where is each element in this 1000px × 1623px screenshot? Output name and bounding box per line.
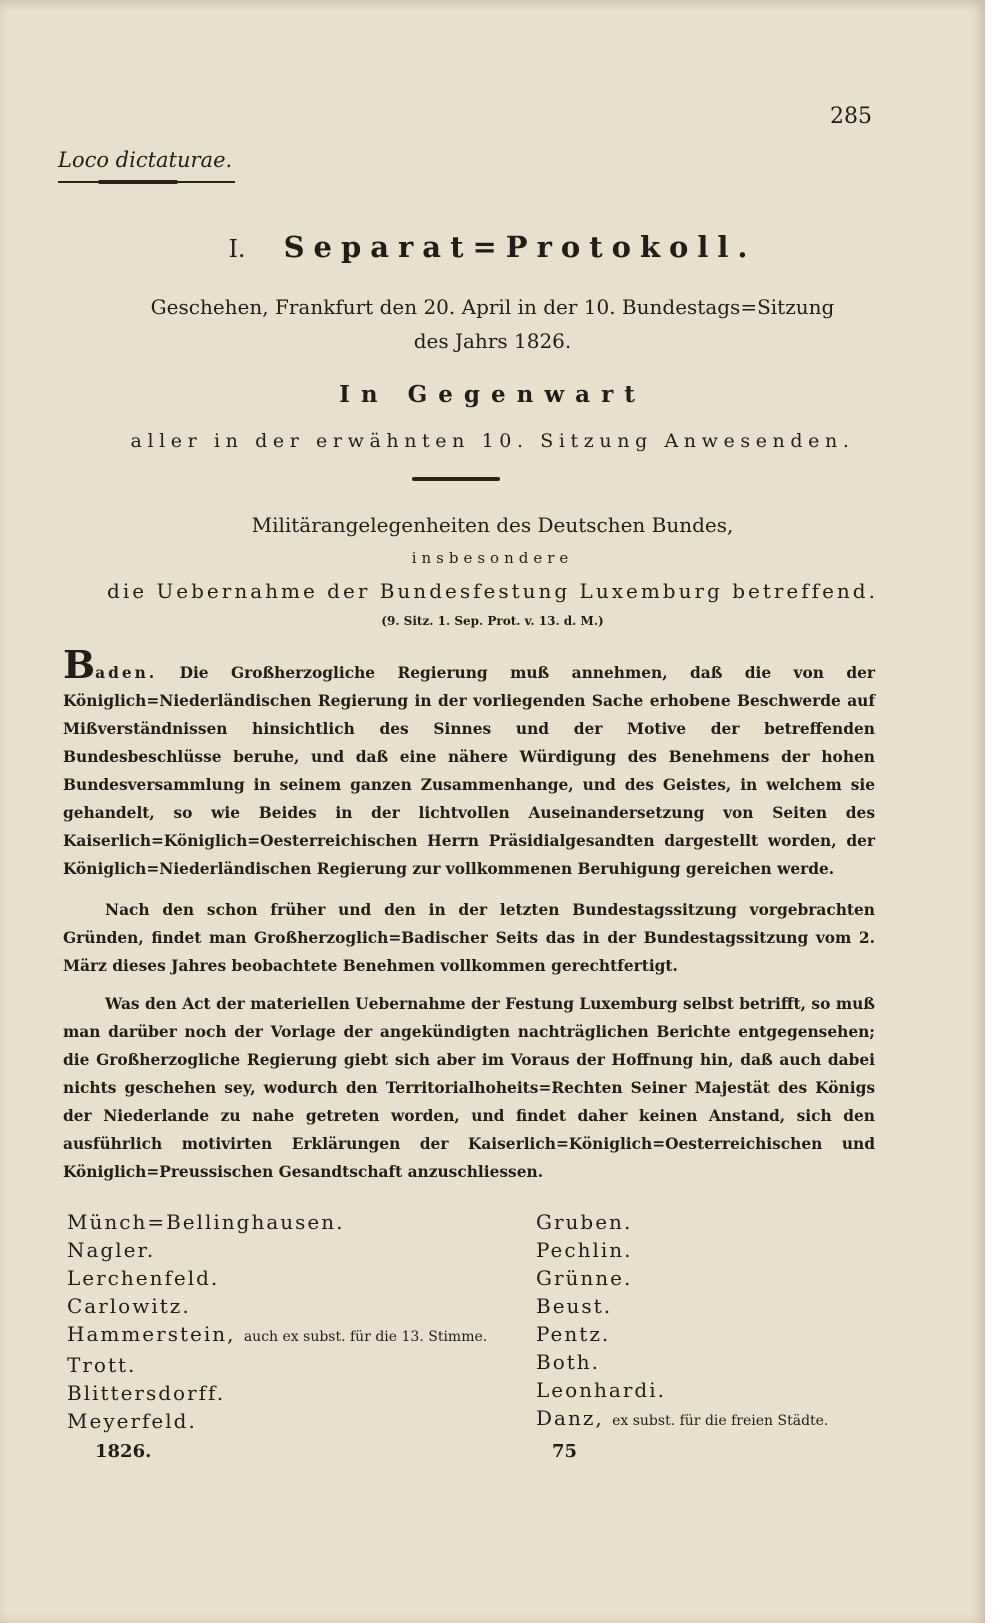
signer-entry [67, 1379, 537, 1407]
footer-sheet-number: 75 [552, 1441, 578, 1462]
topic-line-3: die Uebernahme der Bundesfestung Luxemburg betreffend. [107, 579, 878, 603]
signer-entry [67, 1236, 537, 1264]
session-line-1: Geschehen, Frankfurt den 20. April in der 10. Bundestags=Sitzung [150, 295, 835, 319]
signer-name: Grünne. [536, 1266, 633, 1290]
topic-line-1: Militärangelegenheiten des Deutschen Bundes, [251, 513, 734, 537]
signer-name: Danz, [536, 1406, 604, 1430]
page-number: 285 [830, 104, 872, 129]
signers-left-column [67, 1208, 537, 1435]
drop-cap: B [63, 642, 96, 687]
signer-name: Beust. [536, 1294, 613, 1318]
signer-entry [536, 1320, 936, 1348]
signer-name: Both. [536, 1350, 601, 1374]
signer-entry [536, 1208, 936, 1236]
signer-note: auch ex subst. für die 13. Stimme. [243, 1329, 488, 1345]
signer-entry [536, 1376, 936, 1404]
signer-entry [67, 1320, 537, 1351]
protocol-number: I. [228, 235, 246, 263]
signer-name: Hammerstein, [67, 1322, 236, 1346]
signer-name: Pechlin. [536, 1238, 633, 1262]
session-line-2: des Jahrs 1826. [413, 329, 572, 353]
section-divider [412, 477, 500, 481]
signer-entry [536, 1348, 936, 1376]
presence-line: aller in der erwähnten 10. Sitzung Anwesenden. [130, 430, 855, 452]
signer-name: Blittersdorff. [67, 1381, 226, 1405]
signer-entry [67, 1351, 537, 1379]
signer-entry [536, 1404, 936, 1435]
protocol-title [0, 230, 985, 264]
paragraph-1-lead: aden. [95, 664, 158, 682]
footer-year: 1826. [95, 1441, 152, 1462]
signer-entry [536, 1264, 936, 1292]
decorative-rule [58, 181, 235, 183]
presence-heading: In Gegenwart [339, 381, 646, 408]
session-info [0, 290, 985, 358]
paragraph-2: Nach den schon früher und den in der letzten Bundestagssitzung vorgebrachten Gründen, findet man Großherzoglich=Badischer Seits das in der Bundestagssitzung vom 2. März dieses Jahres beobachtete Benehmen vollkommen gerechtfertigt. [63, 901, 875, 975]
loco-dictaturae-label: Loco dictaturae. [58, 148, 233, 172]
signer-name: Leonhardi. [536, 1378, 666, 1402]
signer-entry [536, 1236, 936, 1264]
signer-name: Lerchenfeld. [67, 1266, 220, 1290]
signer-entry [67, 1407, 537, 1435]
paragraph-1 [63, 642, 875, 883]
signers-right-column [536, 1208, 936, 1435]
signer-name: Meyerfeld. [67, 1409, 197, 1433]
paragraph-1-text: Die Großherzogliche Regierung muß annehmen, daß die von der Königlich=Niederländischen Regierung in der vorliegenden Sache erhobene Beschwerde auf Mißverständnissen hinsichtlich des Sinnes und der Motive der betreffenden Bundesbeschlüsse beruhe, und daß eine nähere Würdigung des Benehmens der hohen Bundesversammlung in seinem ganzen Zusammenhange, und des Geistes, in welchem sie gehandelt, so wie Beides in der lichtvollen Auseinandersetzung von Seiten des Kaiserlich=Königlich=Oesterreichischen Herrn Präsidialgesandten dargestellt worden, der Königlich=Niederländischen Regierung zur vollkommenen Beruhigung gereichen werde. [63, 664, 875, 878]
signer-name: Carlowitz. [67, 1294, 191, 1318]
signer-name: Münch=Bellinghausen. [67, 1210, 345, 1234]
protocol-title-text: Separat=Protokoll. [283, 230, 757, 264]
signer-entry [536, 1292, 936, 1320]
paragraph-3: Was den Act der materiellen Uebernahme der Festung Luxemburg selbst betrifft, so muß man darüber noch der Vorlage der angekündigten nachträglichen Berichte entgegensehen; die Großherzogliche Regierung giebt sich aber im Voraus der Hoffnung hin, daß auch dabei nichts geschehen sey, wodurch den Territorialhoheits=Rechten Seiner Majestät des Königs der Niederlande zu nahe getreten worden, und findet daher keinen Anstand, sich den ausführlich motivirten Erklärungen der Kaiserlich=Königlich=Oesterreichischen und Königlich=Preussischen Gesandtschaft anzuschliessen. [63, 995, 875, 1181]
signer-entry [67, 1264, 537, 1292]
signer-name: Gruben. [536, 1210, 633, 1234]
signer-entry [67, 1208, 537, 1236]
signer-note: ex subst. für die freien Städte. [612, 1413, 829, 1429]
signer-name: Pentz. [536, 1322, 611, 1346]
signer-name: Trott. [67, 1353, 137, 1377]
topic-reference: (9. Sitz. 1. Sep. Prot. v. 13. d. M.) [381, 614, 604, 628]
signer-name: Nagler. [67, 1238, 156, 1262]
topic-line-2: insbesondere [411, 549, 574, 567]
signer-entry [67, 1292, 537, 1320]
